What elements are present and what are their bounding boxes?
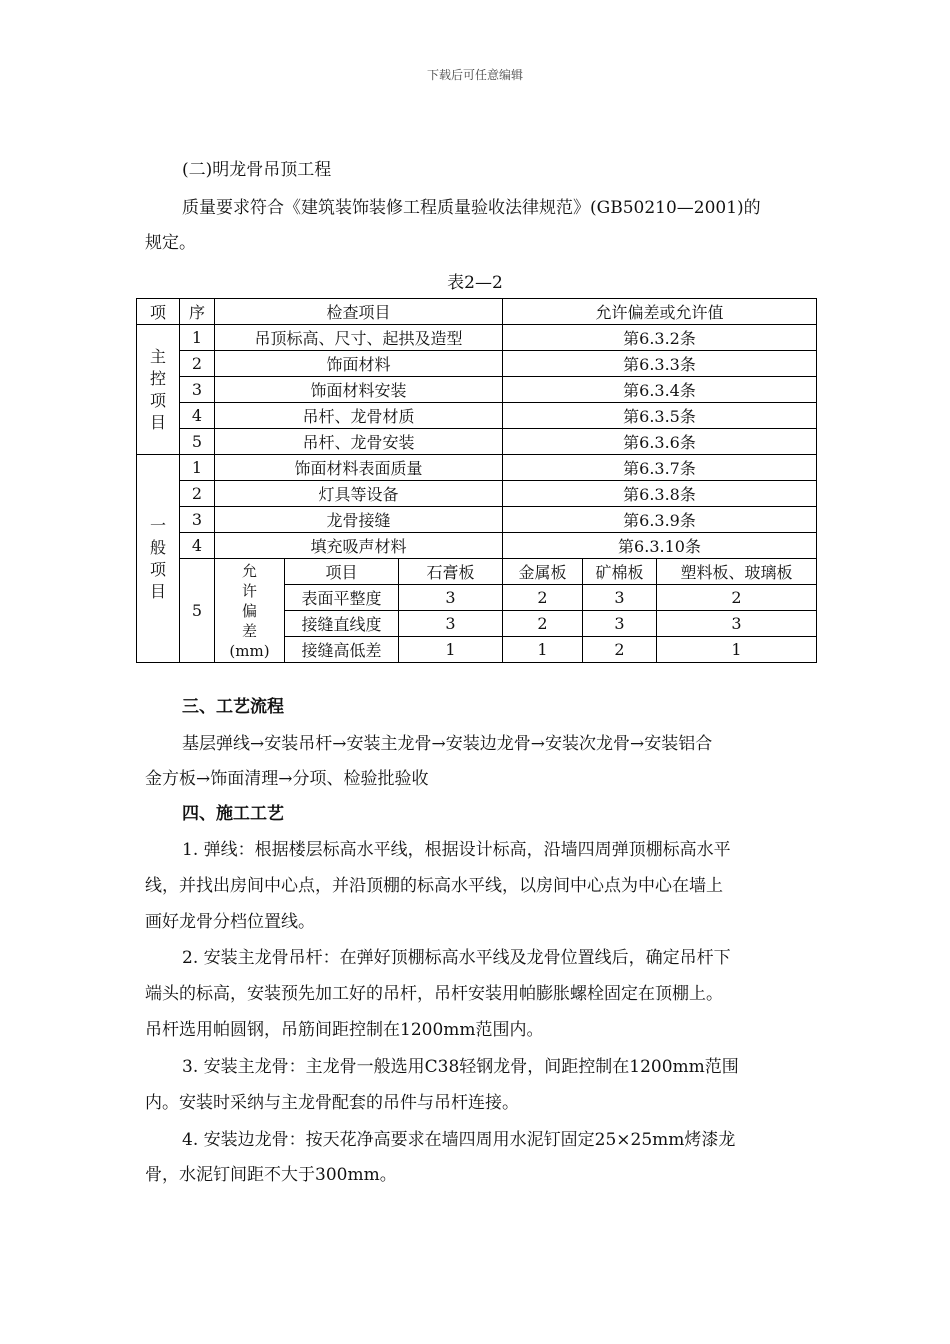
deviation-value: 3 — [583, 611, 657, 637]
paragraph-line: 骨，水泥钉间距不大于300mm。 — [145, 1165, 397, 1185]
table-header: 序 — [180, 299, 215, 325]
row-value: 第6.3.3条 — [503, 351, 817, 377]
table-header: 允许偏差或允许值 — [503, 299, 817, 325]
paragraph-line: 线，并找出房间中心点，并沿顶棚的标高水平线，以房间中心点为中心在墙上 — [145, 876, 723, 896]
page-header: 下载后可任意编辑 — [426, 68, 523, 82]
intro-text: 规定。 — [145, 233, 196, 253]
deviation-col-header: 矿棉板 — [583, 559, 657, 585]
table-header: 项 — [137, 299, 180, 325]
table-row — [137, 455, 817, 481]
row-value: 第6.3.8条 — [503, 481, 817, 507]
inspection-table — [136, 298, 817, 663]
paragraph-line: 4. 安装边龙骨：按天花净高要求在墙四周用水泥钉固定25×25mm烤漆龙 — [182, 1130, 736, 1150]
row-item: 吊杆、龙骨安装 — [215, 429, 503, 455]
table-row — [137, 481, 817, 507]
section-heading: 三、工艺流程 — [182, 697, 284, 717]
row-value: 第6.3.5条 — [503, 403, 817, 429]
deviation-value: 2 — [583, 637, 657, 663]
deviation-value: 3 — [399, 611, 503, 637]
row-value: 第6.3.6条 — [503, 429, 817, 455]
row-no: 3 — [180, 507, 215, 533]
deviation-col-header: 石膏板 — [399, 559, 503, 585]
row-no: 1 — [180, 455, 215, 481]
deviation-label — [215, 559, 285, 663]
row-value: 第6.3.2条 — [503, 325, 817, 351]
row-value: 第6.3.4条 — [503, 377, 817, 403]
table-row — [137, 377, 817, 403]
row-item: 饰面材料 — [215, 351, 503, 377]
paragraph-line: 金方板→饰面清理→分项、检验批验收 — [145, 769, 429, 789]
row-no: 2 — [180, 481, 215, 507]
table-row — [137, 533, 817, 559]
row-item: 灯具等设备 — [215, 481, 503, 507]
table-row — [137, 429, 817, 455]
paragraph-line: 3. 安装主龙骨：主龙骨一般选用C38轻钢龙骨，间距控制在1200mm范围 — [182, 1057, 739, 1077]
deviation-value: 3 — [657, 611, 817, 637]
row-no: 5 — [180, 559, 215, 663]
table-row — [137, 507, 817, 533]
deviation-value: 1 — [657, 637, 817, 663]
deviation-value: 2 — [503, 585, 583, 611]
row-value: 第6.3.7条 — [503, 455, 817, 481]
table-row — [137, 325, 817, 351]
paragraph-line: 2. 安装主龙骨吊杆：在弹好顶棚标高水平线及龙骨位置线后，确定吊杆下 — [182, 948, 731, 968]
row-item: 吊杆、龙骨材质 — [215, 403, 503, 429]
row-item: 龙骨接缝 — [215, 507, 503, 533]
deviation-value: 1 — [399, 637, 503, 663]
deviation-col-header: 项目 — [285, 559, 399, 585]
row-no: 4 — [180, 403, 215, 429]
deviation-col-header: 塑料板、玻璃板 — [657, 559, 817, 585]
group-label-text: 主 控 项 目 — [149, 346, 166, 432]
table-row — [137, 351, 817, 377]
deviation-name: 接缝直线度 — [285, 611, 399, 637]
deviation-value: 2 — [503, 611, 583, 637]
row-item: 填充吸声材料 — [215, 533, 503, 559]
row-no: 3 — [180, 377, 215, 403]
paragraph-line: 端头的标高，安装预先加工好的吊杆，吊杆安装用帕膨胀螺栓固定在顶棚上。 — [145, 984, 723, 1004]
intro-text: 质量要求符合《建筑装饰装修工程质量验收法律规范》(GB50210—2001)的 — [182, 198, 761, 218]
deviation-col-header: 金属板 — [503, 559, 583, 585]
table-row — [137, 559, 817, 585]
row-no: 1 — [180, 325, 215, 351]
row-no: 2 — [180, 351, 215, 377]
row-no: 5 — [180, 429, 215, 455]
deviation-value: 3 — [399, 585, 503, 611]
row-item: 吊顶标高、尺寸、起拱及造型 — [215, 325, 503, 351]
deviation-name: 表面平整度 — [285, 585, 399, 611]
row-value: 第6.3.10条 — [503, 533, 817, 559]
paragraph-line: 1. 弹线：根据楼层标高水平线，根据设计标高，沿墙四周弹顶棚标高水平 — [182, 840, 731, 860]
section-title: (二)明龙骨吊顶工程 — [182, 160, 332, 180]
paragraph-line: 内。安装时采纳与主龙骨配套的吊件与吊杆连接。 — [145, 1093, 519, 1113]
paragraph-line: 基层弹线→安装吊杆→安装主龙骨→安装边龙骨→安装次龙骨→安装铝合 — [182, 734, 713, 754]
paragraph-line: 吊杆选用帕圆钢，吊筋间距控制在1200mm范围内。 — [145, 1020, 544, 1040]
table-row — [137, 403, 817, 429]
table-header-row — [137, 299, 817, 325]
paragraph-line: 画好龙骨分档位置线。 — [145, 912, 315, 932]
group-label-main — [137, 325, 180, 455]
section-heading: 四、施工工艺 — [182, 804, 284, 824]
row-item: 饰面材料安装 — [215, 377, 503, 403]
group-label-text: 一 般 项 目 — [149, 515, 166, 601]
table-header: 检查项目 — [215, 299, 503, 325]
row-item: 饰面材料表面质量 — [215, 455, 503, 481]
deviation-name: 接缝高低差 — [285, 637, 399, 663]
deviation-value: 3 — [583, 585, 657, 611]
table-caption: 表2—2 — [447, 273, 503, 293]
row-no: 4 — [180, 533, 215, 559]
deviation-value: 1 — [503, 637, 583, 663]
deviation-label-text: 允 许 偏 差 (mm) — [229, 561, 270, 660]
group-label-general — [137, 455, 180, 663]
row-value: 第6.3.9条 — [503, 507, 817, 533]
deviation-value: 2 — [657, 585, 817, 611]
